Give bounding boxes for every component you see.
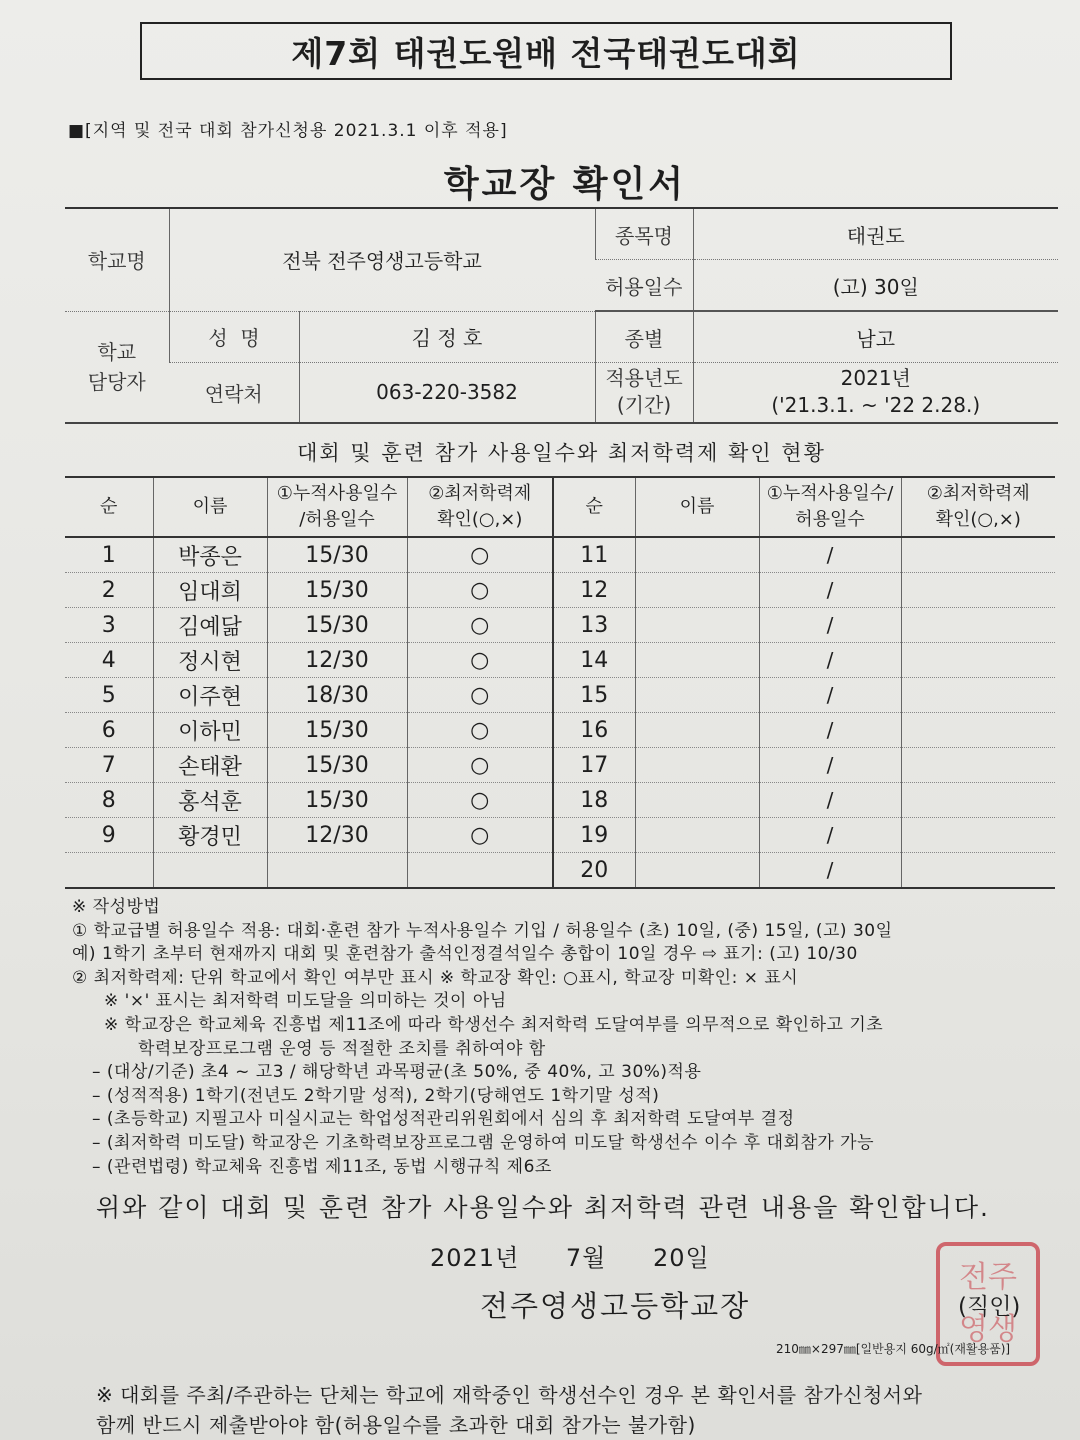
instruction-line: – (초등학교) 지필고사 미실시교는 학업성적관리위원회에서 심의 후 최저학력 도달여부 결정 bbox=[92, 1109, 795, 1130]
date-day: 20일 bbox=[653, 1244, 710, 1272]
row-check-left: ○ bbox=[407, 608, 553, 643]
date-year: 2021년 bbox=[430, 1244, 520, 1272]
school-name-label: 학교명 bbox=[65, 208, 169, 311]
row-name-left: 홍석훈 bbox=[153, 783, 267, 818]
row-check-left: ○ bbox=[407, 818, 553, 853]
row-name-left: 이하민 bbox=[153, 713, 267, 748]
row-no-left bbox=[65, 853, 153, 889]
row-days-left: 15/30 bbox=[267, 573, 407, 608]
header-check-line1: ②최저학력제 bbox=[428, 483, 532, 504]
instructions bbox=[72, 896, 1062, 1179]
row-name-left: 박종은 bbox=[153, 537, 267, 573]
instruction-line: – (성적적용) 1학기(전년도 2학기말 성적), 2학기(당해연도 1학기말 성적) bbox=[92, 1085, 660, 1106]
row-days-left: 12/30 bbox=[267, 643, 407, 678]
contact-label: 연락처 bbox=[204, 381, 263, 406]
header-no: 순 bbox=[65, 477, 153, 537]
row-name-right bbox=[635, 643, 759, 678]
header-check-line2: 확인(○,×) bbox=[437, 509, 523, 530]
row-check-right bbox=[901, 608, 1055, 643]
instruction-line: – (대상/기준) 초4 ~ 고3 / 해당학년 과목평균(초 50%, 중 40%, 고 30%)적용 bbox=[92, 1062, 702, 1083]
row-no-right: 19 bbox=[553, 818, 635, 853]
row-name-left: 김예닮 bbox=[153, 608, 267, 643]
row-name-left bbox=[153, 853, 267, 889]
footer-line1: ※ 대회를 주최/주관하는 단체는 학교에 재학중인 학생선수인 경우 본 확인서를 참가신청서와 bbox=[96, 1383, 923, 1407]
header-check-right bbox=[901, 477, 1055, 537]
sport-value: 태권도 bbox=[693, 208, 1058, 260]
row-check-left: ○ bbox=[407, 748, 553, 783]
header-check-right-line2: 확인(○,×) bbox=[935, 509, 1021, 530]
manager-label-line1: 학교 bbox=[97, 339, 137, 364]
row-name-right bbox=[635, 818, 759, 853]
row-name-right bbox=[635, 678, 759, 713]
row-days-left: 15/30 bbox=[267, 608, 407, 643]
header-name: 이름 bbox=[153, 477, 267, 537]
row-no-right: 18 bbox=[553, 783, 635, 818]
row-check-right bbox=[901, 818, 1055, 853]
row-days-right: / bbox=[759, 783, 901, 818]
row-days-left: 15/30 bbox=[267, 537, 407, 573]
row-no-right: 16 bbox=[553, 713, 635, 748]
footer-note bbox=[96, 1380, 922, 1440]
row-check-left: ○ bbox=[407, 573, 553, 608]
contact-value: 063-220-3582 bbox=[299, 363, 595, 423]
row-name-left: 이주현 bbox=[153, 678, 267, 713]
row-check-right bbox=[901, 713, 1055, 748]
header-days bbox=[267, 477, 407, 537]
category-value: 남고 bbox=[693, 311, 1058, 363]
row-days-left bbox=[267, 853, 407, 889]
header-days-right bbox=[759, 477, 901, 537]
header-days-line2: /허용일수 bbox=[299, 509, 375, 530]
row-check-left: ○ bbox=[407, 783, 553, 818]
header-days-right-line1: ①누적사용일수/ bbox=[766, 483, 894, 504]
table-row bbox=[65, 608, 1055, 643]
allowed-days-label: 허용일수 bbox=[595, 260, 693, 312]
row-name-left: 손태환 bbox=[153, 748, 267, 783]
row-name-right bbox=[635, 537, 759, 573]
row-name-left: 정시현 bbox=[153, 643, 267, 678]
table-row bbox=[65, 783, 1055, 818]
row-check-left bbox=[407, 853, 553, 889]
instruction-line: – (최저학력 미도달) 학교장은 기초학력보장프로그램 운영하여 미도달 학생선수 이수 후 대회참가 가능 bbox=[92, 1132, 875, 1153]
row-days-right: / bbox=[759, 643, 901, 678]
instruction-line: 예) 1학기 초부터 현재까지 대회 및 훈련참가 출석인정결석일수 총합이 10일 경우 ⇨ 표기: (고) 10/30 bbox=[72, 944, 858, 965]
row-no-right: 11 bbox=[553, 537, 635, 573]
row-days-left: 15/30 bbox=[267, 713, 407, 748]
manager-name-value: 김 정 호 bbox=[299, 311, 595, 363]
row-no-left: 4 bbox=[65, 643, 153, 678]
row-no-left: 9 bbox=[65, 818, 153, 853]
seal-char: 생 bbox=[988, 1312, 1017, 1347]
year-label-line2: (기간) bbox=[616, 393, 672, 418]
roster-table bbox=[65, 476, 1055, 889]
row-no-left: 5 bbox=[65, 678, 153, 713]
header-check-right-line1: ②최저학력제 bbox=[926, 483, 1030, 504]
table-row bbox=[65, 853, 1055, 889]
row-days-right: / bbox=[759, 678, 901, 713]
row-check-left: ○ bbox=[407, 537, 553, 573]
row-name-right bbox=[635, 853, 759, 889]
manager-label-line2: 담당자 bbox=[87, 369, 146, 394]
instruction-line: ① 학교급별 허용일수 적용: 대회·훈련 참가 누적사용일수 기입 / 허용일수 (초) 10일, (중) 15일, (고) 30일 bbox=[72, 920, 893, 941]
row-no-left: 7 bbox=[65, 748, 153, 783]
row-no-right: 17 bbox=[553, 748, 635, 783]
row-days-right: / bbox=[759, 713, 901, 748]
instruction-line: ※ 학교장은 학교체육 진흥법 제11조에 따라 학생선수 최저학력 도달여부를 의무적으로 확인하고 기초 bbox=[104, 1014, 884, 1035]
header-check bbox=[407, 477, 553, 537]
year-label-line1: 적용년도 bbox=[605, 366, 683, 391]
year-value bbox=[693, 363, 1058, 423]
table-row bbox=[65, 643, 1055, 678]
row-days-right: / bbox=[759, 537, 901, 573]
footer-line2: 함께 반드시 제출받아야 함(허용일수를 초과한 대회 참가는 불가함) bbox=[96, 1413, 696, 1437]
row-name-left: 황경민 bbox=[153, 818, 267, 853]
year-text: 2021년 bbox=[840, 366, 911, 391]
instruction-line: 학력보장프로그램 운영 등 적절한 조치를 취하여야 함 bbox=[138, 1038, 546, 1059]
row-no-left: 1 bbox=[65, 537, 153, 573]
row-days-left: 15/30 bbox=[267, 748, 407, 783]
header-no-right: 순 bbox=[553, 477, 635, 537]
row-check-right bbox=[901, 853, 1055, 889]
row-name-right bbox=[635, 608, 759, 643]
seal-char: 영 bbox=[959, 1312, 988, 1347]
row-no-left: 8 bbox=[65, 783, 153, 818]
application-note: ■[지역 및 전국 대회 참가신청용 2021.3.1 이후 적용] bbox=[68, 121, 508, 141]
header-name-right: 이름 bbox=[635, 477, 759, 537]
row-name-right bbox=[635, 783, 759, 818]
table-row bbox=[65, 537, 1055, 573]
instruction-line: ※ '×' 표시는 최저학력 미도달을 의미하는 것이 아님 bbox=[104, 991, 507, 1012]
header-days-right-line2: 허용일수 bbox=[795, 509, 865, 530]
row-days-right: / bbox=[759, 818, 901, 853]
school-name-value: 전북 전주영생고등학교 bbox=[169, 208, 595, 311]
row-no-right: 20 bbox=[553, 853, 635, 889]
row-days-right: / bbox=[759, 748, 901, 783]
row-check-right bbox=[901, 783, 1055, 818]
period-text: ('21.3.1. ~ '22 2.28.) bbox=[771, 393, 981, 418]
row-days-left: 12/30 bbox=[267, 818, 407, 853]
allowed-days-value: (고) 30일 bbox=[693, 260, 1058, 312]
roster-body bbox=[65, 537, 1055, 888]
row-days-right: / bbox=[759, 608, 901, 643]
row-check-left: ○ bbox=[407, 678, 553, 713]
row-days-right: / bbox=[759, 853, 901, 889]
row-no-left: 2 bbox=[65, 573, 153, 608]
row-name-right bbox=[635, 713, 759, 748]
table-row bbox=[65, 818, 1055, 853]
date-month: 7월 bbox=[565, 1244, 607, 1272]
header-days-line1: ①누적사용일수 bbox=[276, 483, 398, 504]
confirmation-statement: 위와 같이 대회 및 훈련 참가 사용일수와 최저학력 관련 내용을 확인합니다. bbox=[96, 1193, 990, 1222]
row-no-left: 6 bbox=[65, 713, 153, 748]
row-days-left: 15/30 bbox=[267, 783, 407, 818]
table-row bbox=[65, 573, 1055, 608]
table-row bbox=[65, 713, 1055, 748]
event-title: 제7회 태권도원배 전국태권도대회 bbox=[140, 22, 952, 80]
year-label bbox=[595, 363, 693, 423]
row-check-right bbox=[901, 748, 1055, 783]
row-no-right: 15 bbox=[553, 678, 635, 713]
row-days-left: 18/30 bbox=[267, 678, 407, 713]
row-name-right bbox=[635, 748, 759, 783]
row-days-right: / bbox=[759, 573, 901, 608]
name-label: 성 명 bbox=[169, 311, 299, 363]
paper-spec: 210㎜×297㎜[일반용지 60g/㎡(재활용품)] bbox=[776, 1342, 1011, 1356]
roster-section-title: 대회 및 훈련 참가 사용일수와 최저학력제 확인 현황 bbox=[297, 441, 826, 465]
table-row bbox=[65, 748, 1055, 783]
confirmation-date bbox=[430, 1238, 748, 1273]
school-info-table bbox=[65, 207, 1058, 424]
row-check-right bbox=[901, 537, 1055, 573]
instructions-title: ※ 작성방법 bbox=[72, 897, 161, 917]
row-no-right: 14 bbox=[553, 643, 635, 678]
instruction-line: ② 최저학력제: 단위 학교에서 확인 여부만 표시 ※ 학교장 확인: ○표시, 학교장 미확인: × 표시 bbox=[72, 967, 799, 988]
instruction-line: – (관련법령) 학교체육 진흥법 제11조, 동법 시행규칙 제6조 bbox=[92, 1156, 552, 1177]
row-no-left: 3 bbox=[65, 608, 153, 643]
document-title: 학교장 확인서 bbox=[443, 164, 687, 205]
sport-label: 종목명 bbox=[595, 208, 693, 260]
row-no-right: 13 bbox=[553, 608, 635, 643]
category-label: 종별 bbox=[595, 311, 693, 363]
row-check-right bbox=[901, 678, 1055, 713]
row-check-right bbox=[901, 643, 1055, 678]
row-check-right bbox=[901, 573, 1055, 608]
manager-label bbox=[65, 311, 169, 423]
row-name-right bbox=[635, 573, 759, 608]
row-check-left: ○ bbox=[407, 643, 553, 678]
row-no-right: 12 bbox=[553, 573, 635, 608]
seal-label: (직인) bbox=[958, 1294, 1021, 1320]
row-name-left: 임대희 bbox=[153, 573, 267, 608]
seal-char: 주 bbox=[988, 1260, 1017, 1295]
principal-title: 전주영생고등학교장 bbox=[480, 1289, 751, 1323]
seal-char: 전 bbox=[959, 1260, 988, 1295]
table-row bbox=[65, 678, 1055, 713]
row-check-left: ○ bbox=[407, 713, 553, 748]
roster-header-row bbox=[65, 477, 1055, 537]
